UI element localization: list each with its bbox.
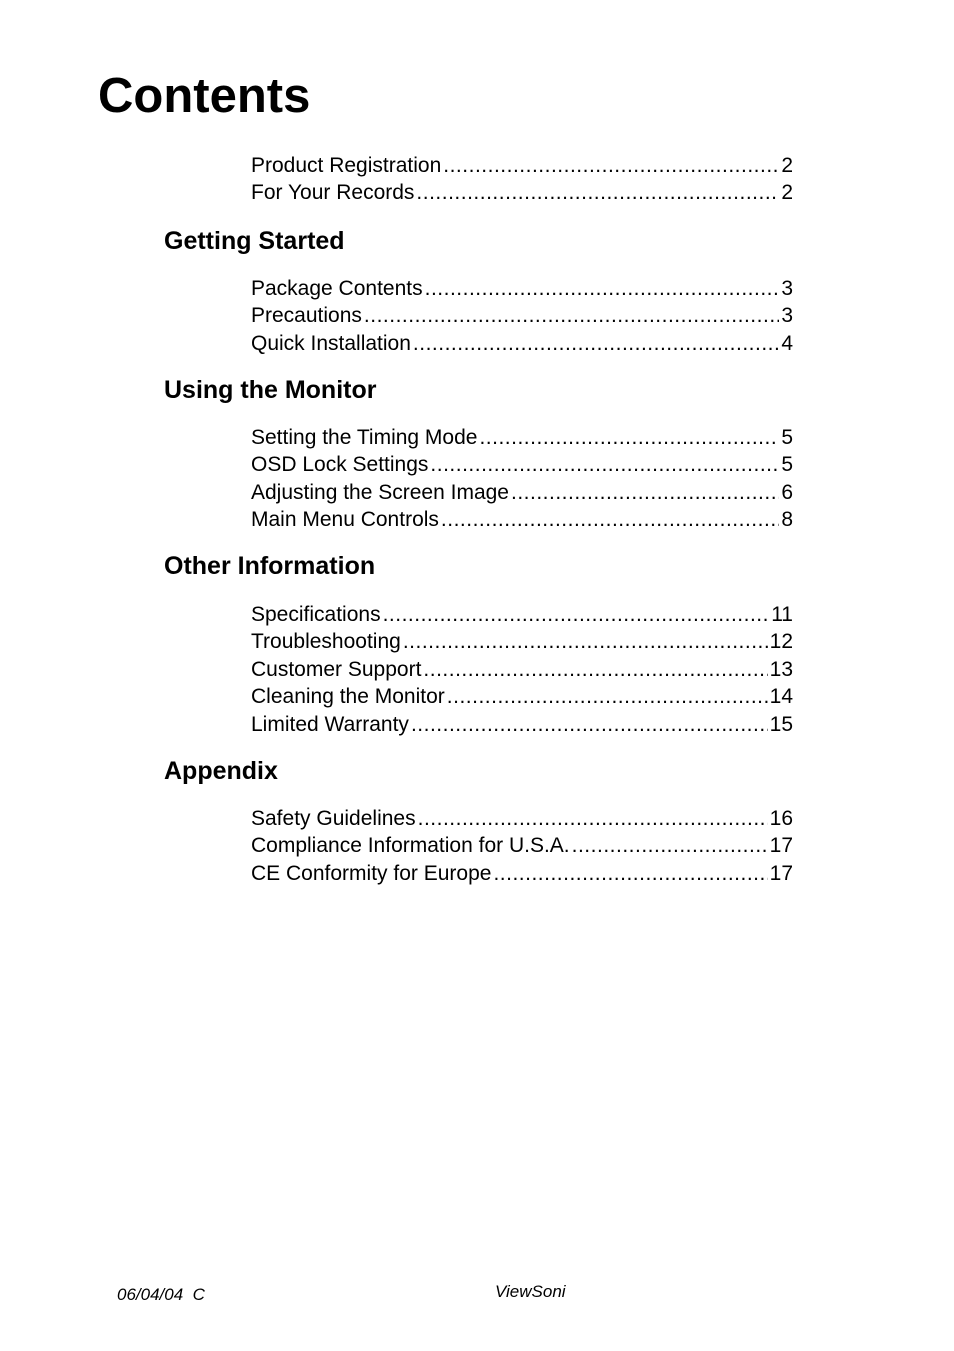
- toc-entry-quick-installation[interactable]: [251, 330, 793, 357]
- toc-entry-page: 17: [769, 834, 793, 858]
- toc-entry-page: 15: [769, 712, 793, 736]
- toc-entry-title: Cleaning the Monitor: [251, 685, 445, 709]
- toc-entry-title: Compliance Information for U.S.A.: [251, 834, 570, 858]
- dot-leader: [441, 506, 779, 533]
- toc-entry-page: 6: [781, 480, 793, 504]
- toc-entry-for-your-records[interactable]: [251, 179, 793, 206]
- toc-entry-title: Quick Installation: [251, 331, 411, 355]
- dot-leader: [418, 805, 768, 832]
- toc-entry-main-menu-controls[interactable]: [251, 506, 793, 533]
- toc-entry-page: 8: [781, 508, 793, 532]
- toc-entry-page: 5: [781, 453, 793, 477]
- toc-entry-precautions[interactable]: [251, 302, 793, 329]
- toc-entry-setting-the-timing-mode[interactable]: [251, 424, 793, 451]
- section-heading-using-the-monitor: Using the Monitor: [164, 376, 377, 404]
- toc-entry-page: 4: [781, 331, 793, 355]
- toc-entry-cleaning-the-monitor[interactable]: [251, 683, 793, 710]
- toc-entry-adjusting-the-screen-image[interactable]: [251, 479, 793, 506]
- page-title: Contents: [98, 69, 311, 123]
- intro-entries: [251, 152, 793, 207]
- toc-entry-safety-guidelines[interactable]: [251, 805, 793, 832]
- toc-entry-page: 3: [781, 304, 793, 328]
- section-heading-other-information: Other Information: [164, 552, 376, 580]
- dot-leader: [423, 656, 767, 683]
- toc-entry-page: 17: [769, 861, 793, 885]
- getting-started-entries: [251, 275, 793, 357]
- dot-leader: [479, 424, 779, 451]
- toc-entry-page: 2: [781, 181, 793, 205]
- toc-entry-limited-warranty[interactable]: [251, 711, 793, 738]
- toc-entry-title: Specifications: [251, 603, 381, 626]
- toc-entry-title: Precautions: [251, 304, 362, 328]
- toc-entry-title: For Your Records: [251, 181, 415, 205]
- toc-entry-title: Limited Warranty: [251, 712, 409, 736]
- dot-leader: [511, 479, 779, 506]
- toc-entry-package-contents[interactable]: [251, 275, 793, 302]
- toc-entry-title: Setting the Timing Mode: [251, 426, 478, 449]
- dot-leader: [411, 711, 768, 738]
- dot-leader: [430, 451, 779, 478]
- toc-entry-title: CE Conformity for Europe: [251, 861, 492, 885]
- using-the-monitor-entries: [251, 424, 793, 534]
- dot-leader: [413, 330, 779, 357]
- toc-entry-title: Troubleshooting: [251, 630, 401, 654]
- other-information-entries: [251, 601, 793, 738]
- toc-entry-title: OSD Lock Settings: [251, 453, 429, 477]
- section-heading-appendix: Appendix: [164, 757, 278, 785]
- toc-entry-page: 12: [769, 630, 793, 654]
- dot-leader: [443, 152, 779, 179]
- toc-entry-product-registration[interactable]: [251, 152, 793, 179]
- toc-entry-title: Main Menu Controls: [251, 508, 439, 532]
- toc-entry-page: 13: [769, 657, 793, 681]
- toc-entry-page: 3: [781, 277, 793, 300]
- dot-leader: [403, 628, 768, 655]
- toc-entry-title: Safety Guidelines: [251, 807, 416, 830]
- toc-entry-title: Product Registration: [251, 154, 442, 177]
- toc-entry-troubleshooting[interactable]: [251, 628, 793, 655]
- appendix-entries: [251, 805, 793, 887]
- toc-entry-page: 14: [769, 685, 793, 709]
- toc-entry-title: Adjusting the Screen Image: [251, 480, 509, 504]
- dot-leader: [493, 860, 767, 887]
- toc-entry-page: 11: [771, 603, 793, 626]
- dot-leader: [425, 275, 780, 302]
- toc-entry-specifications[interactable]: [251, 601, 793, 628]
- toc-entry-title: Package Contents: [251, 277, 423, 300]
- toc-entry-title: Customer Support: [251, 657, 422, 681]
- toc-entry-page: 2: [781, 154, 793, 177]
- dot-leader: [416, 179, 779, 206]
- toc-entry-osd-lock-settings[interactable]: [251, 451, 793, 478]
- toc-entry-compliance-information[interactable]: [251, 832, 793, 859]
- dot-leader: [572, 832, 768, 859]
- footer-brand: ViewSoni: [495, 1282, 566, 1301]
- toc-entry-page: 5: [781, 426, 793, 449]
- dot-leader: [364, 302, 779, 329]
- toc-entry-page: 16: [769, 807, 793, 830]
- toc-entry-customer-support[interactable]: [251, 656, 793, 683]
- dot-leader: [383, 601, 770, 628]
- section-heading-getting-started: Getting Started: [164, 227, 345, 255]
- dot-leader: [447, 683, 768, 710]
- footer-date: 06/04/04 C: [117, 1285, 205, 1304]
- toc-entry-ce-conformity[interactable]: [251, 860, 793, 887]
